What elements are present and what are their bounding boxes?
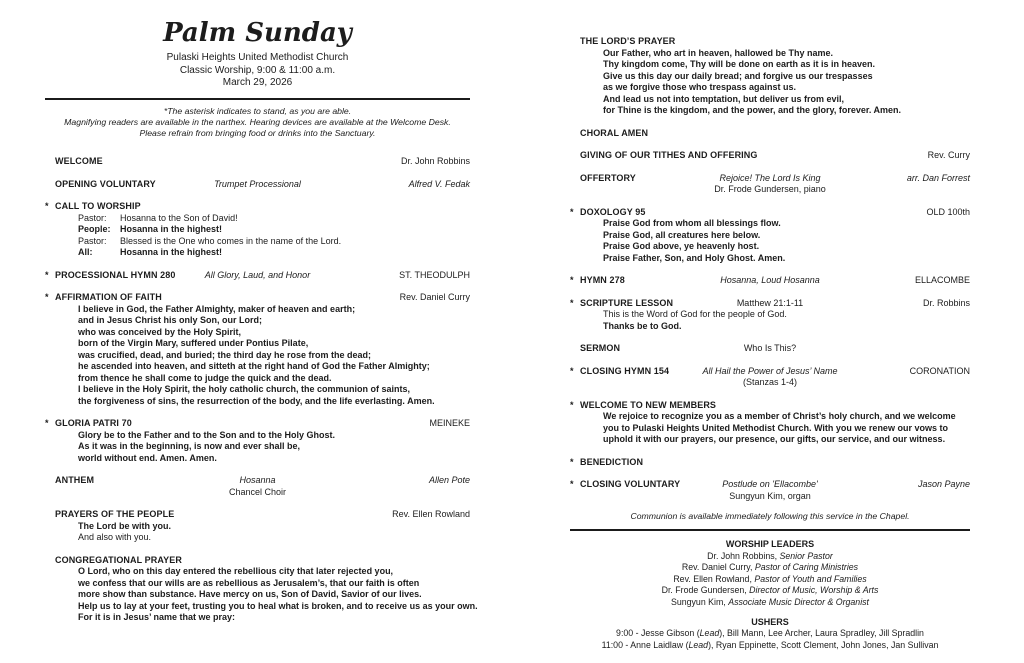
program-item-label: AFFIRMATION OF FAITH bbox=[55, 292, 162, 303]
program-body-line: was crucified, dead, and buried; the third day he rose from the dead; bbox=[78, 349, 372, 360]
program-item-credit: Dr. Robbins bbox=[922, 297, 970, 308]
program-item bbox=[570, 173, 970, 196]
program-item-credit: Jason Payne bbox=[917, 479, 970, 489]
program-body-line: I believe in God, the Father Almighty, maker of heaven and earth; bbox=[78, 303, 356, 314]
ushers-heading: USHERS bbox=[751, 616, 789, 627]
program-item-row bbox=[45, 201, 470, 213]
program-item-row bbox=[45, 555, 470, 567]
program-item-label: CLOSING VOLUNTARY bbox=[580, 479, 681, 489]
program-body-line: And also with you. bbox=[78, 532, 152, 543]
program-item-row bbox=[570, 36, 970, 48]
program-body-line: world without end. Amen. Amen. bbox=[78, 452, 217, 463]
program-item bbox=[45, 418, 470, 464]
program-item bbox=[45, 179, 470, 191]
program-item-title: Postlude on 'Ellacombe' bbox=[722, 479, 818, 489]
credit-name: ), Bill Mann, Lee Archer, Laura Spradley, Jill Spradlin bbox=[719, 628, 924, 639]
order-of-worship-right bbox=[570, 36, 970, 502]
worship-leader-line bbox=[570, 551, 970, 563]
program-item bbox=[570, 366, 970, 389]
program-item bbox=[45, 475, 470, 498]
program-item bbox=[570, 36, 970, 117]
program-item-row bbox=[570, 173, 970, 185]
program-item bbox=[45, 270, 470, 282]
worship-leader-line bbox=[570, 562, 970, 574]
program-item-label: BENEDICTION bbox=[580, 456, 644, 467]
program-body-line: uphold it with our prayers, our presence, our gifts, our service, and our witness. bbox=[603, 434, 946, 444]
dialog-line bbox=[78, 224, 470, 236]
program-body-line: he ascended into heaven, and sitteth at the right hand of God the Father Almighty; bbox=[78, 361, 430, 372]
program-item-label: GIVING OF OUR TITHES AND OFFERING bbox=[580, 150, 758, 160]
program-item-credit: Rev. Curry bbox=[927, 150, 970, 160]
program-item-credit: Rev. Daniel Curry bbox=[399, 292, 470, 303]
program-item-credit: Rev. Ellen Rowland bbox=[392, 509, 470, 520]
dialog-speaker: Pastor: bbox=[78, 235, 107, 246]
program-item-label: SCRIPTURE LESSON bbox=[580, 297, 674, 308]
dialog-line bbox=[78, 213, 470, 225]
dialog-text: Blessed is the One who comes in the name of the Lord. bbox=[120, 235, 342, 246]
credit-role: Associate Music Director & Organist bbox=[728, 596, 869, 607]
stand-asterisk: * bbox=[570, 275, 574, 285]
program-item-title: Rejoice! The Lord Is King bbox=[719, 172, 821, 183]
program-item-row bbox=[45, 475, 470, 487]
worship-leader-line bbox=[570, 585, 970, 597]
program-item-title: All Glory, Laud, and Honor bbox=[204, 269, 311, 280]
program-item-label: WELCOME TO NEW MEMBERS bbox=[580, 399, 717, 410]
program-body-line: Thy kingdom come, Thy will be done on earth as it is in heaven. bbox=[603, 59, 876, 69]
page-title: Palm Sunday bbox=[163, 18, 352, 48]
program-item bbox=[570, 128, 970, 140]
dialog-text: Hosanna in the highest! bbox=[120, 247, 223, 258]
program-body-line: This is the Word of God for the people of God. bbox=[603, 309, 787, 319]
program-item bbox=[45, 554, 478, 624]
program-body-line: for Thine is the kingdom, and the power, and the glory, forever. Amen. bbox=[603, 105, 902, 115]
credit-role: Senior Pastor bbox=[779, 550, 833, 561]
program-body-line: We rejoice to recognize you as a member of Christ’s holy church, and we welcome bbox=[603, 411, 956, 421]
program-body-line: Glory be to the Father and to the Son and to the Holy Ghost. bbox=[78, 429, 336, 440]
usher-line bbox=[570, 628, 970, 640]
ushers-list bbox=[570, 628, 970, 651]
program-item-credit: Allen Pote bbox=[428, 475, 470, 486]
program-body-line: we confess that our wills are as rebellious as Jerusalem’s, that our faith is often bbox=[78, 577, 420, 588]
program-item bbox=[570, 457, 970, 469]
program-item-row bbox=[45, 418, 470, 430]
program-item bbox=[45, 201, 470, 259]
communion-note: Communion is available immediately following this service in the Chapel. bbox=[630, 511, 910, 521]
program-body-line: And lead us not into temptation, but deliver us from evil, bbox=[603, 93, 845, 104]
program-body-line: O Lord, who on this day entered the rebellious city that later rejected you, bbox=[78, 566, 394, 577]
right-page bbox=[570, 36, 970, 651]
program-item-credit: arr. Dan Forrest bbox=[906, 172, 970, 183]
credit-name: 9:00 - Jesse Gibson ( bbox=[616, 628, 700, 639]
church-name: Pulaski Heights United Methodist Church bbox=[166, 52, 349, 63]
program-item-row bbox=[570, 150, 970, 162]
service-date: March 29, 2026 bbox=[222, 77, 293, 88]
program-item bbox=[570, 150, 970, 162]
program-item-subtitle: Sungyun Kim, organ bbox=[729, 490, 811, 501]
program-body-line: as we forgive those who trespass against us. bbox=[603, 82, 797, 92]
program-item-row bbox=[45, 156, 470, 168]
program-item-subtitle: Dr. Frode Gundersen, piano bbox=[714, 184, 826, 194]
dialog-speaker: People: bbox=[78, 224, 111, 235]
program-item-label: PRAYERS OF THE PEOPLE bbox=[55, 509, 175, 520]
stand-asterisk: * bbox=[45, 269, 49, 280]
usher-line bbox=[570, 640, 970, 652]
program-item-row bbox=[570, 298, 970, 310]
program-item bbox=[45, 156, 470, 168]
program-item-credit: ST. THEODULPH bbox=[399, 269, 470, 280]
program-item-row bbox=[570, 457, 970, 469]
program-item-label: THE LORD’S PRAYER bbox=[580, 36, 676, 46]
worship-leaders-list bbox=[570, 551, 970, 609]
program-item-title: Matthew 21:1-11 bbox=[736, 297, 804, 308]
program-item bbox=[570, 298, 970, 333]
program-item-label: HYMN 278 bbox=[580, 275, 625, 285]
credit-role: Lead bbox=[699, 628, 720, 639]
dialog-text: Hosanna in the highest! bbox=[120, 224, 223, 235]
program-item-label: GLORIA PATRI 70 bbox=[55, 418, 132, 429]
credit-role: Pastor of Caring Ministries bbox=[754, 562, 859, 573]
program-body-line: Help us to lay at your feet, trusting you to heal what is broken, and to receive us as your own. bbox=[78, 600, 478, 611]
program-item-row bbox=[45, 179, 470, 191]
program-item-label: CLOSING HYMN 154 bbox=[580, 365, 670, 376]
credit-name: 11:00 - Anne Laidlaw ( bbox=[601, 639, 689, 650]
program-item-title: Hosanna bbox=[239, 475, 276, 486]
program-item-label: SERMON bbox=[580, 343, 621, 353]
stand-asterisk: * bbox=[45, 418, 49, 429]
program-item-subtitle: Chancel Choir bbox=[228, 486, 287, 497]
stand-asterisk: * bbox=[45, 292, 49, 303]
left-page bbox=[45, 18, 478, 624]
credit-name: Rev. Ellen Rowland, bbox=[673, 573, 755, 584]
program-item-row bbox=[570, 400, 970, 412]
program-item-row bbox=[570, 366, 970, 378]
program-item-row bbox=[570, 479, 970, 491]
program-body-line: The Lord be with you. bbox=[78, 520, 171, 531]
program-body-line: the forgiveness of sins, the resurrection of the body, and the life everlasting. Amen. bbox=[78, 395, 435, 406]
program-item-credit: Alfred V. Fedak bbox=[408, 178, 470, 189]
program-body-line: who was conceived by the Holy Spirit, bbox=[78, 326, 242, 337]
service-times: Classic Worship, 9:00 & 11:00 a.m. bbox=[179, 64, 336, 76]
program-body-line: Our Father, who art in heaven, hallowed be Thy name. bbox=[603, 47, 834, 58]
program-item-label: OFFERTORY bbox=[580, 172, 636, 183]
stand-asterisk: * bbox=[570, 206, 574, 217]
credit-role: Director of Music, Worship & Arts bbox=[749, 585, 879, 596]
program-item-label: CALL TO WORSHIP bbox=[55, 201, 141, 212]
program-body-line: and in Jesus Christ his only Son, our Lord; bbox=[78, 315, 263, 326]
program-item-title: All Hail the Power of Jesus’ Name bbox=[702, 365, 838, 376]
program-item-label: OPENING VOLUNTARY bbox=[55, 178, 156, 189]
program-body-line: Give us this day our daily bread; and forgive us our trespasses bbox=[603, 70, 873, 81]
program-body-line: more show than substance. Have mercy on us, Son of David, Savior of our lives. bbox=[78, 589, 422, 600]
program-body-line: Praise Father, Son, and Holy Ghost. Amen. bbox=[603, 252, 786, 263]
accessibility-note: Magnifying readers are available in the narthex. Hearing devices are available at the Welcome Desk. bbox=[64, 116, 451, 127]
credit-name: Sungyun Kim, bbox=[670, 596, 729, 607]
stand-asterisk: * bbox=[570, 456, 574, 467]
program-body-line: you to Pulaski Heights United Methodist Church. With you we renew our vows to bbox=[603, 422, 948, 433]
stand-asterisk: * bbox=[45, 201, 49, 212]
program-item-label: ANTHEM bbox=[55, 475, 95, 486]
dialog-speaker: Pastor: bbox=[78, 212, 107, 223]
program-item-label: PROCESSIONAL HYMN 280 bbox=[55, 269, 176, 280]
program-item-credit: MEINEKE bbox=[429, 418, 470, 429]
program-item-subtitle: (Stanzas 1-4) bbox=[742, 377, 798, 387]
program-item-row bbox=[45, 509, 470, 521]
standing-note: *The asterisk indicates to stand, as you are able. bbox=[163, 105, 352, 116]
dialog-line bbox=[78, 247, 470, 259]
program-item-row bbox=[570, 275, 970, 287]
program-body-line: As it was in the beginning, is now and ever shall be, bbox=[78, 441, 301, 452]
credit-role: Pastor of Youth and Families bbox=[754, 573, 867, 584]
program-item-row bbox=[570, 128, 970, 140]
program-body-line: Thanks be to God. bbox=[603, 320, 682, 331]
stand-asterisk: * bbox=[570, 479, 574, 489]
stand-asterisk: * bbox=[570, 297, 574, 308]
program-item-title: Hosanna, Loud Hosanna bbox=[720, 275, 820, 285]
dialog-speaker: All: bbox=[78, 247, 93, 258]
credit-name: Dr. Frode Gundersen, bbox=[661, 585, 750, 596]
header-divider bbox=[45, 98, 470, 100]
stand-asterisk: * bbox=[570, 399, 574, 410]
credit-name: Dr. John Robbins, bbox=[707, 550, 780, 561]
program-item-label: CHORAL AMEN bbox=[580, 127, 649, 138]
program-item-credit: CORONATION bbox=[909, 365, 970, 376]
program-item-credit: OLD 100th bbox=[926, 206, 970, 217]
program-item-row bbox=[45, 292, 470, 304]
program-item-row bbox=[45, 270, 470, 282]
program-body-line: from thence he shall come to judge the quick and the dead. bbox=[78, 372, 332, 383]
bulletin-header bbox=[45, 18, 470, 139]
dialog-text: Hosanna to the Son of David! bbox=[120, 212, 238, 223]
program-item-title: Who Is This? bbox=[743, 343, 797, 353]
credit-name: ), Ryan Eppinette, Scott Clement, John Jones, Jan Sullivan bbox=[708, 639, 939, 650]
program-item-label: CONGREGATIONAL PRAYER bbox=[55, 554, 182, 565]
program-item bbox=[570, 275, 970, 287]
credit-name: Rev. Daniel Curry, bbox=[681, 562, 755, 573]
program-item-credit: Dr. John Robbins bbox=[400, 156, 470, 167]
program-body-line: Praise God from whom all blessings flow. bbox=[603, 218, 781, 228]
worship-leader-line bbox=[570, 574, 970, 586]
food-note: Please refrain from bringing food or drinks into the Sanctuary. bbox=[139, 128, 376, 139]
program-item-row bbox=[570, 343, 970, 355]
program-body-line: born of the Virgin Mary, suffered under Pontius Pilate, bbox=[78, 338, 309, 349]
program-item bbox=[45, 509, 470, 544]
program-item bbox=[570, 400, 970, 446]
program-body-line: For it is in Jesus’ name that we pray: bbox=[78, 612, 236, 623]
program-item-title: Trumpet Processional bbox=[214, 178, 301, 189]
program-item-label: WELCOME bbox=[55, 156, 103, 167]
worship-leaders-heading: WORSHIP LEADERS bbox=[725, 539, 815, 549]
dialog-line bbox=[78, 236, 470, 248]
stand-asterisk: * bbox=[570, 365, 574, 376]
program-item bbox=[570, 343, 970, 355]
program-item bbox=[570, 207, 970, 265]
program-body-line: Praise God above, ye heavenly host. bbox=[603, 241, 760, 251]
program-item bbox=[570, 479, 970, 502]
worship-leader-line bbox=[570, 597, 970, 609]
program-item bbox=[45, 292, 470, 407]
credit-role: Lead bbox=[688, 639, 709, 650]
program-item-row bbox=[570, 207, 970, 219]
program-item-label: DOXOLOGY 95 bbox=[580, 206, 646, 217]
footer-divider bbox=[570, 529, 970, 531]
program-item-credit: ELLACOMBE bbox=[914, 275, 970, 285]
order-of-worship-left bbox=[45, 156, 478, 624]
program-body-line: Praise God, all creatures here below. bbox=[603, 229, 761, 240]
program-body-line: I believe in the Holy Spirit, the holy catholic church, the communion of saints, bbox=[78, 384, 411, 395]
